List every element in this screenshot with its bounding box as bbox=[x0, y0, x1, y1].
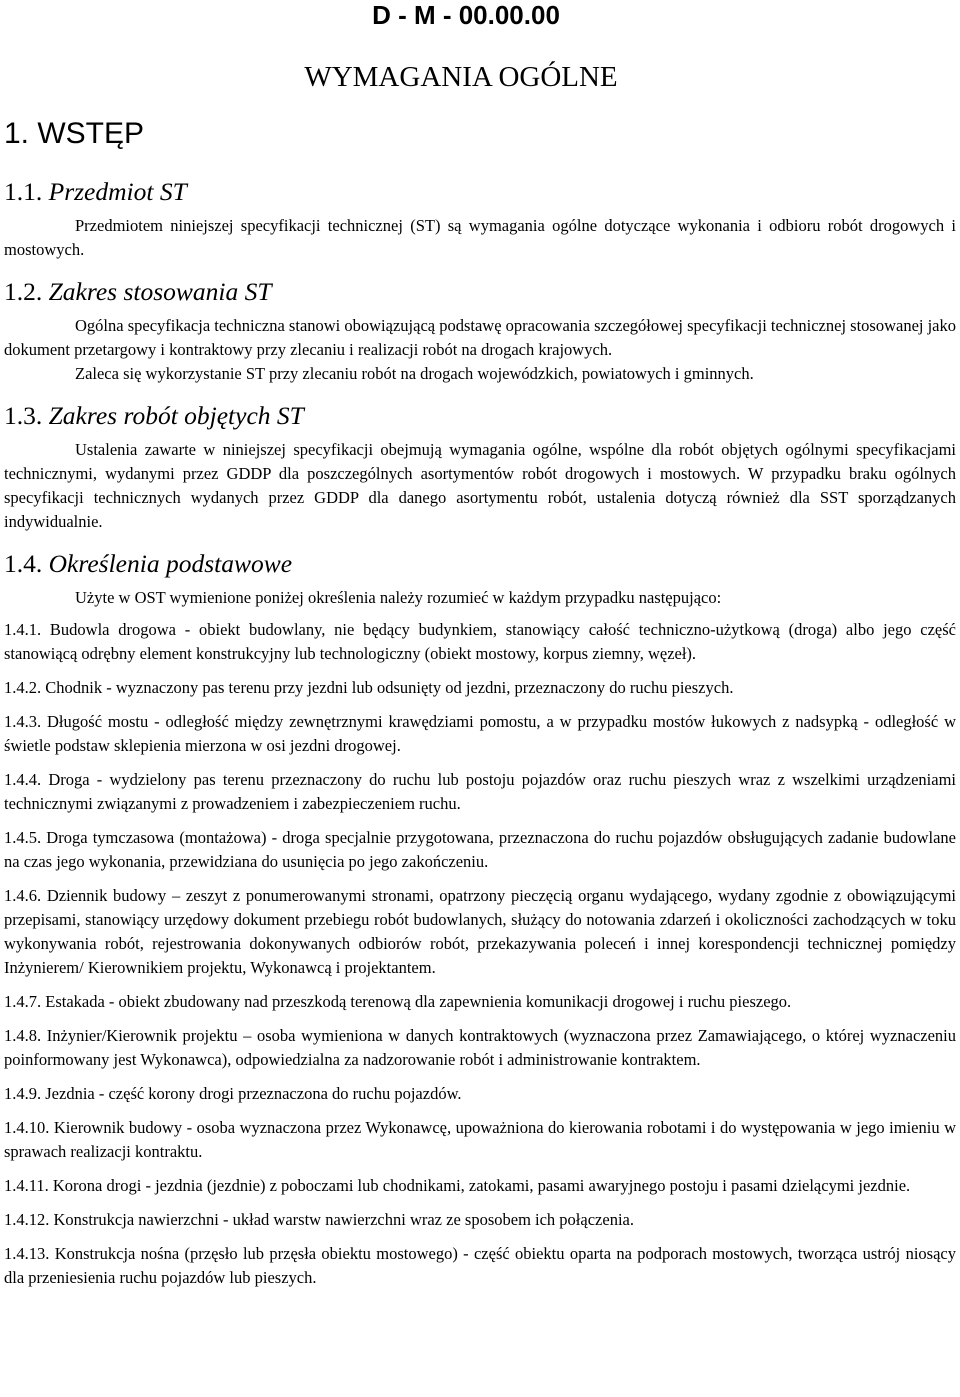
definition-item: 1.4.9. Jezdnia - część korony drogi przeznaczona do ruchu pojazdów. bbox=[4, 1084, 462, 1103]
definition-item: 1.4.8. Inżynier/Kierownik projektu – osoba wymieniona w danych kontraktowych (wyznaczona przez Zamawiającego, o której wyznaczeniu poinformowany jest Wykonawca), odpowiedzialna za nadzorowanie robót i administrowanie kontraktem. bbox=[4, 1026, 956, 1069]
paragraph: Ustalenia zawarte w niniejszej specyfikacji obejmują wymagania ogólne, wspólne dla robót objętych ogólnymi specyfikacjami technicznymi, wydanymi przez GDDP dla poszczególnych asortymentów robót drogowych i mostowych. W przypadku braku ogólnych specyfikacji technicznych wydanych przez GDDP dla danego asortymentu robót, ustalenia dotyczą również dla SST sporządzanych indywidualnie. bbox=[4, 440, 956, 531]
definition-item: 1.4.13. Konstrukcja nośna (przęsło lub przęsła obiektu mostowego) - część obiektu oparta na podporach mostowych, tworząca ustrój niosący dla przeniesienia ruchu pojazdów lub pieszych. bbox=[4, 1244, 956, 1287]
definition-item: 1.4.5. Droga tymczasowa (montażowa) - droga specjalnie przygotowana, przeznaczona do ruchu pojazdów obsługujących zadanie budowlane na czas jego wykonania, przewidziana do usunięcia po jego zakończeniu. bbox=[4, 828, 956, 871]
document-title: WYMAGANIA OGÓLNE bbox=[304, 61, 618, 93]
definition-item: 1.4.7. Estakada - obiekt zbudowany nad przeszkodą terenową dla zapewnienia komunikacji drogowej i ruchu pieszego. bbox=[4, 992, 792, 1011]
section-heading-1-2: 1.2. Zakres stosowania ST bbox=[4, 277, 272, 306]
definition-item: 1.4.3. Długość mostu - odległość między zewnętrznymi krawędziami pomostu, a w przypadku mostów łukowych z nadsypką - odległość w świetle podstaw sklepienia mierzona w osi jezdni drogowej. bbox=[4, 712, 956, 755]
paragraph: Użyte w OST wymienione poniżej określenia należy rozumieć w każdym przypadku następująco: bbox=[75, 588, 722, 607]
definition-item: 1.4.6. Dziennik budowy – zeszyt z ponumerowanymi stronami, opatrzony pieczęcią organu wydającego, wydany zgodnie z obowiązującymi przepisami, stanowiący urzędowy dokument przebiegu robót budowlanych, służący do notowania zdarzeń i okoliczności zachodzących w toku wykonywania robót, rejestrowania dokonywanych odbiorów robót, przekazywania poleceń i innej korespondencji technicznej pomiędzy Inżynierem/ Kierownikiem projektu, Wykonawcą i projektantem. bbox=[4, 886, 956, 977]
spec-code: D - M - 00.00.00 bbox=[372, 0, 560, 30]
section-heading-1-4: 1.4. Określenia podstawowe bbox=[4, 549, 293, 578]
definition-item: 1.4.10. Kierownik budowy - osoba wyznaczona przez Wykonawcę, upoważniona do kierowania robotami i do występowania w jego imieniu w sprawach realizacji kontraktu. bbox=[4, 1118, 956, 1161]
section-heading-1: 1. WSTĘP bbox=[4, 117, 145, 150]
paragraph: Ogólna specyfikacja techniczna stanowi obowiązującą podstawę opracowania szczegółowej specyfikacji technicznej stosowanej jako dokument przetargowy i kontraktowy przy zlecaniu i realizacji robót na drogach krajowych. bbox=[4, 316, 957, 359]
paragraph: Zaleca się wykorzystanie ST przy zlecaniu robót na drogach wojewódzkich, powiatowych i gminnych. bbox=[75, 364, 754, 383]
definition-item: 1.4.2. Chodnik - wyznaczony pas terenu przy jezdni lub odsunięty od jezdni, przeznaczony do ruchu pieszych. bbox=[4, 678, 734, 697]
definition-item: 1.4.12. Konstrukcja nawierzchni - układ warstw nawierzchni wraz ze sposobem ich połączenia. bbox=[4, 1210, 634, 1229]
section-heading-1-3: 1.3. Zakres robót objętych ST bbox=[4, 401, 304, 430]
paragraph: Przedmiotem niniejszej specyfikacji technicznej (ST) są wymagania ogólne dotyczące wykonania i odbioru robót drogowych i mostowych. bbox=[4, 216, 956, 259]
section-heading-1-1: 1.1. Przedmiot ST bbox=[4, 177, 187, 206]
definition-item: 1.4.4. Droga - wydzielony pas terenu przeznaczony do ruchu lub postoju pojazdów oraz ruchu pieszych wraz z wszelkimi urządzeniami technicznymi związanymi z prowadzeniem i zabezpieczeniem ruchu. bbox=[4, 770, 956, 813]
definition-item: 1.4.11. Korona drogi - jezdnia (jezdnie) z poboczami lub chodnikami, zatokami, pasami awaryjnego postoju i pasami dzielącymi jezdnie. bbox=[4, 1176, 911, 1195]
definition-item: 1.4.1. Budowla drogowa - obiekt budowlany, nie będący budynkiem, stanowiący całość techniczno-użytkową (droga) albo jego część stanowiącą odrębny element konstrukcyjny lub technologiczny (obiekt mostowy, korpus ziemny, węzeł). bbox=[4, 620, 956, 663]
document-body bbox=[4, 176, 956, 1300]
